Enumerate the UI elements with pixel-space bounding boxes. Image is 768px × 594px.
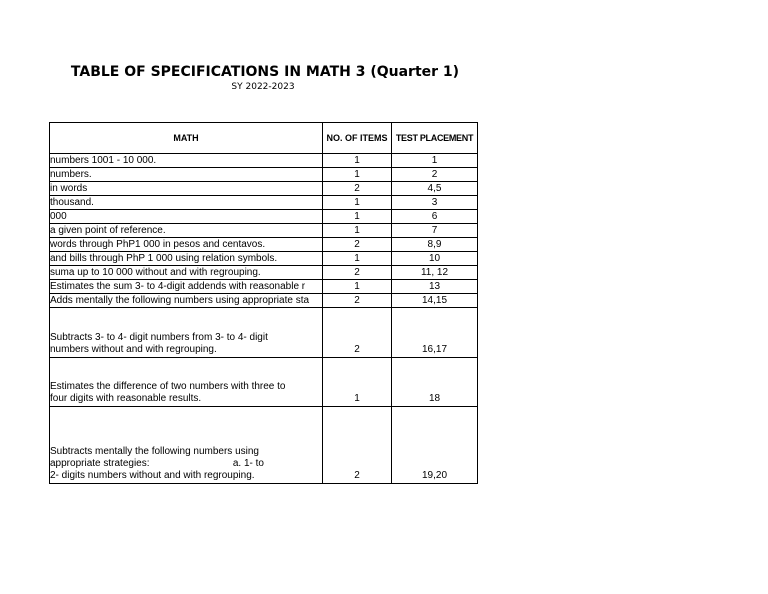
header-number-of-items: NO. OF ITEMS [323, 123, 392, 154]
table-row [50, 294, 478, 308]
table-row [50, 182, 478, 196]
row-placement: 4,5 [392, 182, 478, 196]
document-title: TABLE OF SPECIFICATIONS IN MATH 3 (Quarter 1) [70, 64, 460, 80]
row-placement: 6 [392, 210, 478, 224]
competency-line: appropriate strategies: a. 1- to [50, 458, 264, 469]
row-items: 1 [323, 252, 392, 266]
competency-line: 2- digits numbers without and with regrouping. [50, 470, 255, 481]
table-row [50, 358, 478, 407]
row-competency: words through PhP1 000 in pesos and centavos. [50, 238, 323, 252]
row-items: 2 [323, 238, 392, 252]
row-competency: thousand. [50, 196, 323, 210]
row-items: 1 [323, 280, 392, 294]
table-row [50, 210, 478, 224]
competency-line: Subtracts mentally the following numbers using [50, 446, 259, 457]
table-header-row [50, 123, 478, 154]
table-row [50, 196, 478, 210]
row-placement: 16,17 [392, 308, 478, 358]
row-placement: 10 [392, 252, 478, 266]
row-placement: 11, 12 [392, 266, 478, 280]
row-placement: 18 [392, 358, 478, 407]
row-items: 2 [323, 266, 392, 280]
header-test-placement: TEST PLACEMENT [392, 123, 478, 154]
row-placement: 3 [392, 196, 478, 210]
row-competency: suma up to 10 000 without and with regrouping. [50, 266, 323, 280]
row-competency: and bills through PhP 1 000 using relation symbols. [50, 252, 323, 266]
row-competency: in words [50, 182, 323, 196]
table-row [50, 308, 478, 358]
row-items: 2 [323, 294, 392, 308]
row-items: 2 [323, 182, 392, 196]
specifications-table [49, 122, 478, 484]
row-items: 1 [323, 224, 392, 238]
row-items: 2 [323, 407, 392, 484]
row-competency [50, 308, 323, 358]
competency-line: four digits with reasonable results. [50, 393, 202, 404]
row-items: 1 [323, 358, 392, 407]
row-items: 1 [323, 196, 392, 210]
row-items: 1 [323, 168, 392, 182]
table-row [50, 154, 478, 168]
row-competency: Adds mentally the following numbers using appropriate sta [50, 294, 323, 308]
row-competency: 000 [50, 210, 323, 224]
row-placement: 2 [392, 168, 478, 182]
row-placement: 19,20 [392, 407, 478, 484]
row-competency: a given point of reference. [50, 224, 323, 238]
table-row [50, 252, 478, 266]
competency-line: Estimates the difference of two numbers with three to [50, 381, 286, 392]
row-placement: 8,9 [392, 238, 478, 252]
row-placement: 13 [392, 280, 478, 294]
competency-line: Subtracts 3- to 4- digit numbers from 3- to 4- digit [50, 332, 268, 343]
table-row [50, 224, 478, 238]
table-row [50, 168, 478, 182]
table-row [50, 280, 478, 294]
row-competency: numbers 1001 - 10 000. [50, 154, 323, 168]
row-items: 1 [323, 210, 392, 224]
row-items: 2 [323, 308, 392, 358]
row-competency [50, 358, 323, 407]
table-row [50, 238, 478, 252]
row-placement: 7 [392, 224, 478, 238]
row-competency [50, 407, 323, 484]
row-competency: numbers. [50, 168, 323, 182]
row-items: 1 [323, 154, 392, 168]
table-row [50, 407, 478, 484]
row-competency: Estimates the sum 3- to 4-digit addends with reasonable r [50, 280, 323, 294]
table-row [50, 266, 478, 280]
row-placement: 14,15 [392, 294, 478, 308]
row-placement: 1 [392, 154, 478, 168]
school-year: SY 2022-2023 [231, 82, 295, 92]
header-competency: MATH [50, 123, 323, 154]
competency-line: numbers without and with regrouping. [50, 344, 217, 355]
